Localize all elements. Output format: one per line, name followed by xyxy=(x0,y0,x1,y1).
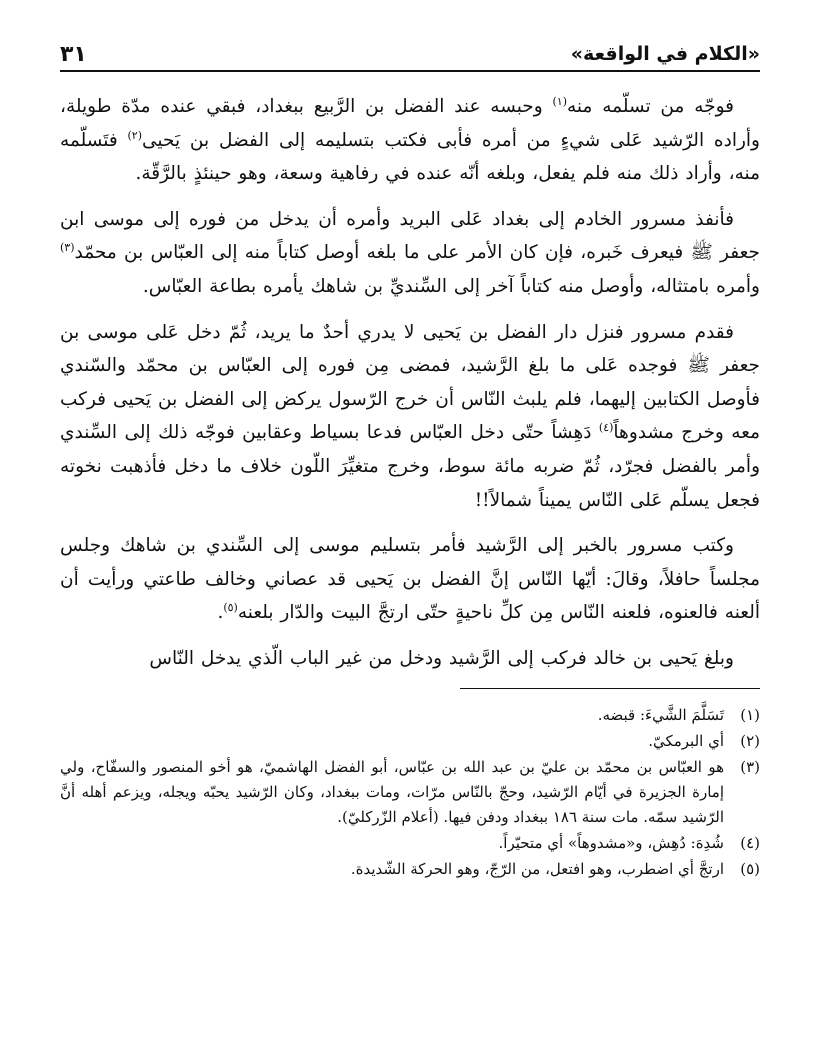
footnote-marker: (٣) xyxy=(60,241,75,255)
paragraph-text: فقدم مسرور فنزل دار الفضل بن يَحيى لا يدري أحدٌ ما يريد، ثُمّ دخل عَلى موسى بن جعفر ﷺ فوجده عَلى ما بلغ الرَّشيد، فمضى مِن فوره إلى العبّاس بن محمّد والسّندي فأوصل الكتابين إليهما، فلم يلبث النّاس أن خرج الرّسول يركض إلى الفضل بن يَحيى فركب معه وخرج مشدوهاً xyxy=(60,321,760,444)
page-number: ٣١ xyxy=(60,42,87,67)
footnotes xyxy=(60,703,760,882)
body-paragraph xyxy=(60,316,760,518)
paragraph-text: دَهِشاً حتّى دخل العبّاس فدعا بسياط وعقابين فوجّه ذلك إلى السِّندي وأمر بالفضل فجرّد، ثُمّ ضربه مائة سوط، وخرج متغيِّرَ اللّون خلاف ما دخل فأذهبت نخوته فجعل يسلّم عَلى النّاس يميناً شمالاً!! xyxy=(60,422,760,511)
footnote-marker: (٥) xyxy=(223,601,238,615)
footnote-text: تَسَلَّمَ الشَّيءَ: قبضه. xyxy=(597,705,724,724)
footnote-number: (٤) xyxy=(740,833,760,852)
body-paragraph xyxy=(60,529,760,630)
paragraph-text: فأنفذ مسرور الخادم إلى بغداد عَلى البريد وأمره أن يدخل من فوره إلى موسى ابن جعفر ﷺ فيعرف خَبره، فإن كان الأمر على ما بلغه أوصل كتاباً منه إلى العبّاس بن محمّد xyxy=(60,208,760,264)
footnote xyxy=(60,729,760,754)
footnote-number: (٢) xyxy=(740,731,760,750)
body-paragraph xyxy=(60,203,760,304)
body-paragraph xyxy=(60,90,760,191)
footnote-text: هو العبّاس بن محمّد بن عليّ بن عبد الله بن عبّاس، أبو الفضل الهاشميّ، هو أخو المنصور والسفّاح، ولي إمارة الجزيرة في أيّام الرّشيد، وحجّ بالنّاس مرّات، ومات ببغداد، وكان الرّشيد يحبّه ويجله، ويزعم أهله أنَّ الرّشيد سمّه. مات سنة ١٨٦ ببغداد ودفن فيها. (أعلام الزّركليّ). xyxy=(60,757,724,826)
paragraph-text: وبلغ يَحيى بن خالد فركب إلى الرَّشيد ودخل من غير الباب الّذي يدخل النّاس xyxy=(149,647,734,669)
footnote-number: (١) xyxy=(740,705,760,724)
body-paragraph xyxy=(60,642,760,676)
footnote-text: شُدِهَ: دُهِش، و«مشدوهاً» أي متحيّراً. xyxy=(498,833,724,852)
footnote-marker: (٤) xyxy=(598,421,614,435)
paragraph-text: وكتب مسرور بالخبر إلى الرَّشيد فأمر بتسليم موسى إلى السِّندي بن شاهك وجلس مجلساً حافلاً، وقالَ: أيّها النّاس إنَّ الفضل بن يَحيى قد عصاني وخالف طاعتي ورأيت أن ألعنه فالعنوه، فلعنه النّاس مِن كلِّ ناحيةٍ حتّى ارتجَّ البيت والدّار بلعنه xyxy=(60,535,760,624)
paragraph-text: فتَسلّمه منه، وأراد ذلك منه فلم يفعل، وبلغه أنّه عنده في رفاهية وسعة، وهو حينئذٍ بالرَّقّة. xyxy=(60,129,760,185)
paragraph-text: . xyxy=(217,602,224,624)
footnote-number: (٥) xyxy=(740,859,760,878)
footnote-divider xyxy=(460,688,760,689)
running-title: «الكلام في الواقعة» xyxy=(570,43,760,65)
footnote xyxy=(60,703,760,728)
page xyxy=(60,36,760,1026)
footnote xyxy=(60,831,760,856)
paragraph-text: فوجّه من تسلّمه منه xyxy=(567,96,734,117)
paragraph-text: وحبسه عند الفضل بن الرَّبيع ببغداد، فبقي عنده مدّة طويلة، وأراده الرّشيد عَلى شيءٍ من أمره فأبى فكتب بتسليمه إلى الفضل بن يَحيى xyxy=(60,96,760,151)
footnote-number: (٣) xyxy=(740,757,760,776)
page-header xyxy=(60,36,760,72)
footnote-text: أي البرمكيّ. xyxy=(648,731,724,750)
footnote-marker: (١) xyxy=(552,94,568,108)
footnote-text: ارتجَّ أي اضطرب، وهو افتعل، من الرّجّ، وهو الحركة الشّديدة. xyxy=(350,859,724,878)
footnote-marker: (٢) xyxy=(127,128,143,142)
footnote xyxy=(60,755,760,830)
footnote xyxy=(60,857,760,882)
main-text xyxy=(60,90,760,676)
paragraph-text: وأمره بامتثاله، وأوصل منه كتاباً آخر إلى السِّنديِّ بن شاهك يأمره بطاعة العبّاس. xyxy=(142,275,760,297)
